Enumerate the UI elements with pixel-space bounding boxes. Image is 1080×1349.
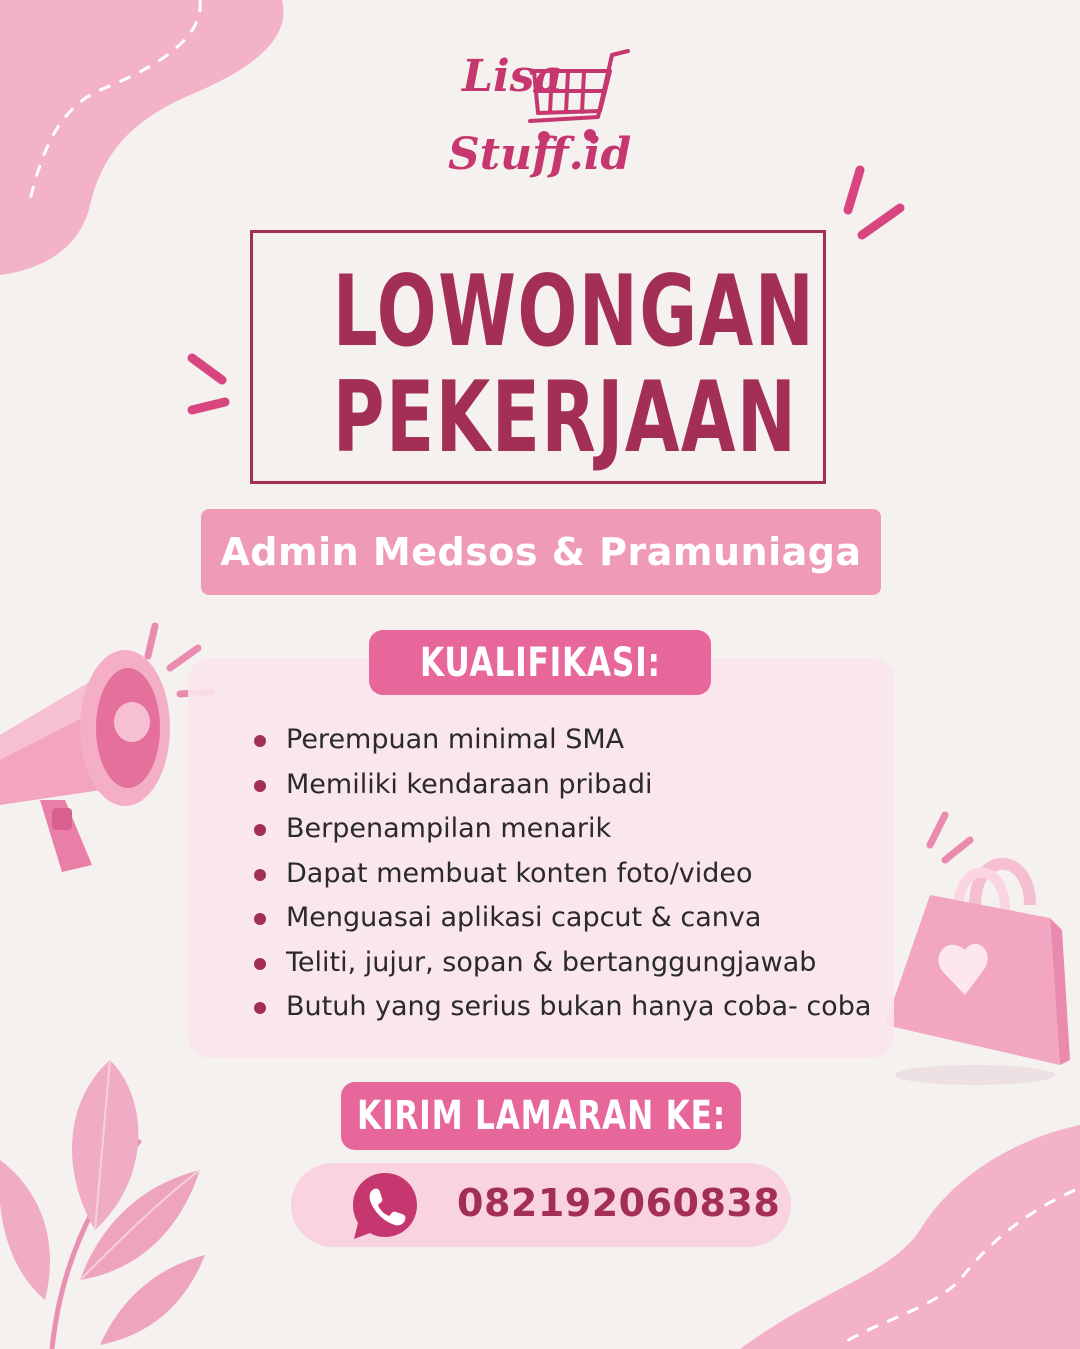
- list-item: [250, 763, 871, 808]
- bottom-right-blob: [740, 1125, 1080, 1349]
- brand-logo: [440, 45, 640, 205]
- headline-box: [250, 230, 826, 484]
- list-item-text: Memiliki kendaraan pribadi: [286, 768, 653, 800]
- list-item-text: Menguasai aplikasi capcut & canva: [286, 902, 762, 933]
- bullet: [254, 913, 266, 925]
- bullet: [254, 958, 266, 970]
- list-item: [250, 941, 871, 986]
- list-item: [250, 896, 871, 941]
- position-banner: [201, 509, 881, 595]
- list-item: [250, 852, 871, 897]
- qualifications-heading: KUALIFIKASI:: [419, 639, 661, 686]
- logo-text-lisa: Lisa: [462, 51, 563, 102]
- bullet: [254, 869, 266, 881]
- bullet: [254, 735, 266, 747]
- logo-text-stuff: Stuff.id: [448, 129, 632, 180]
- sparkle-lines-bag: [930, 815, 970, 860]
- shopping-bag-icon: [885, 864, 1070, 1085]
- apply-heading-pill: [341, 1082, 741, 1150]
- phone-number: 082192060838: [457, 1181, 781, 1225]
- headline-line-2: PEKERJAAN: [332, 361, 798, 475]
- sparkle-lines-top-right: [848, 170, 900, 235]
- list-item-text: Dapat membuat konten foto/video: [286, 857, 753, 889]
- top-left-blob: [0, 0, 283, 275]
- contact-pill[interactable]: [291, 1163, 791, 1247]
- bullet: [254, 824, 266, 836]
- list-item: [250, 718, 871, 763]
- list-item: [250, 985, 871, 1030]
- position-title: Admin Medsos & Pramuniaga: [220, 530, 862, 574]
- megaphone-icon: [0, 650, 170, 872]
- qualifications-list: [250, 718, 871, 1030]
- list-item-text: Perempuan minimal SMA: [286, 724, 625, 755]
- bullet: [254, 1002, 266, 1014]
- list-item: [250, 807, 871, 852]
- sparkle-lines-left: [192, 358, 225, 410]
- leaf-plant: [0, 1060, 205, 1349]
- list-item-text: Teliti, jujur, sopan & bertanggungjawab: [286, 946, 817, 978]
- headline-line-1: LOWONGAN: [332, 255, 816, 369]
- bullet: [254, 780, 266, 792]
- qualifications-heading-pill: [369, 630, 711, 695]
- list-item-text: Berpenampilan menarik: [286, 813, 612, 844]
- whatsapp-icon: [349, 1169, 421, 1241]
- list-item-text: Butuh yang serius bukan hanya coba- coba: [286, 991, 872, 1022]
- apply-heading: KIRIM LAMARAN KE:: [356, 1093, 726, 1139]
